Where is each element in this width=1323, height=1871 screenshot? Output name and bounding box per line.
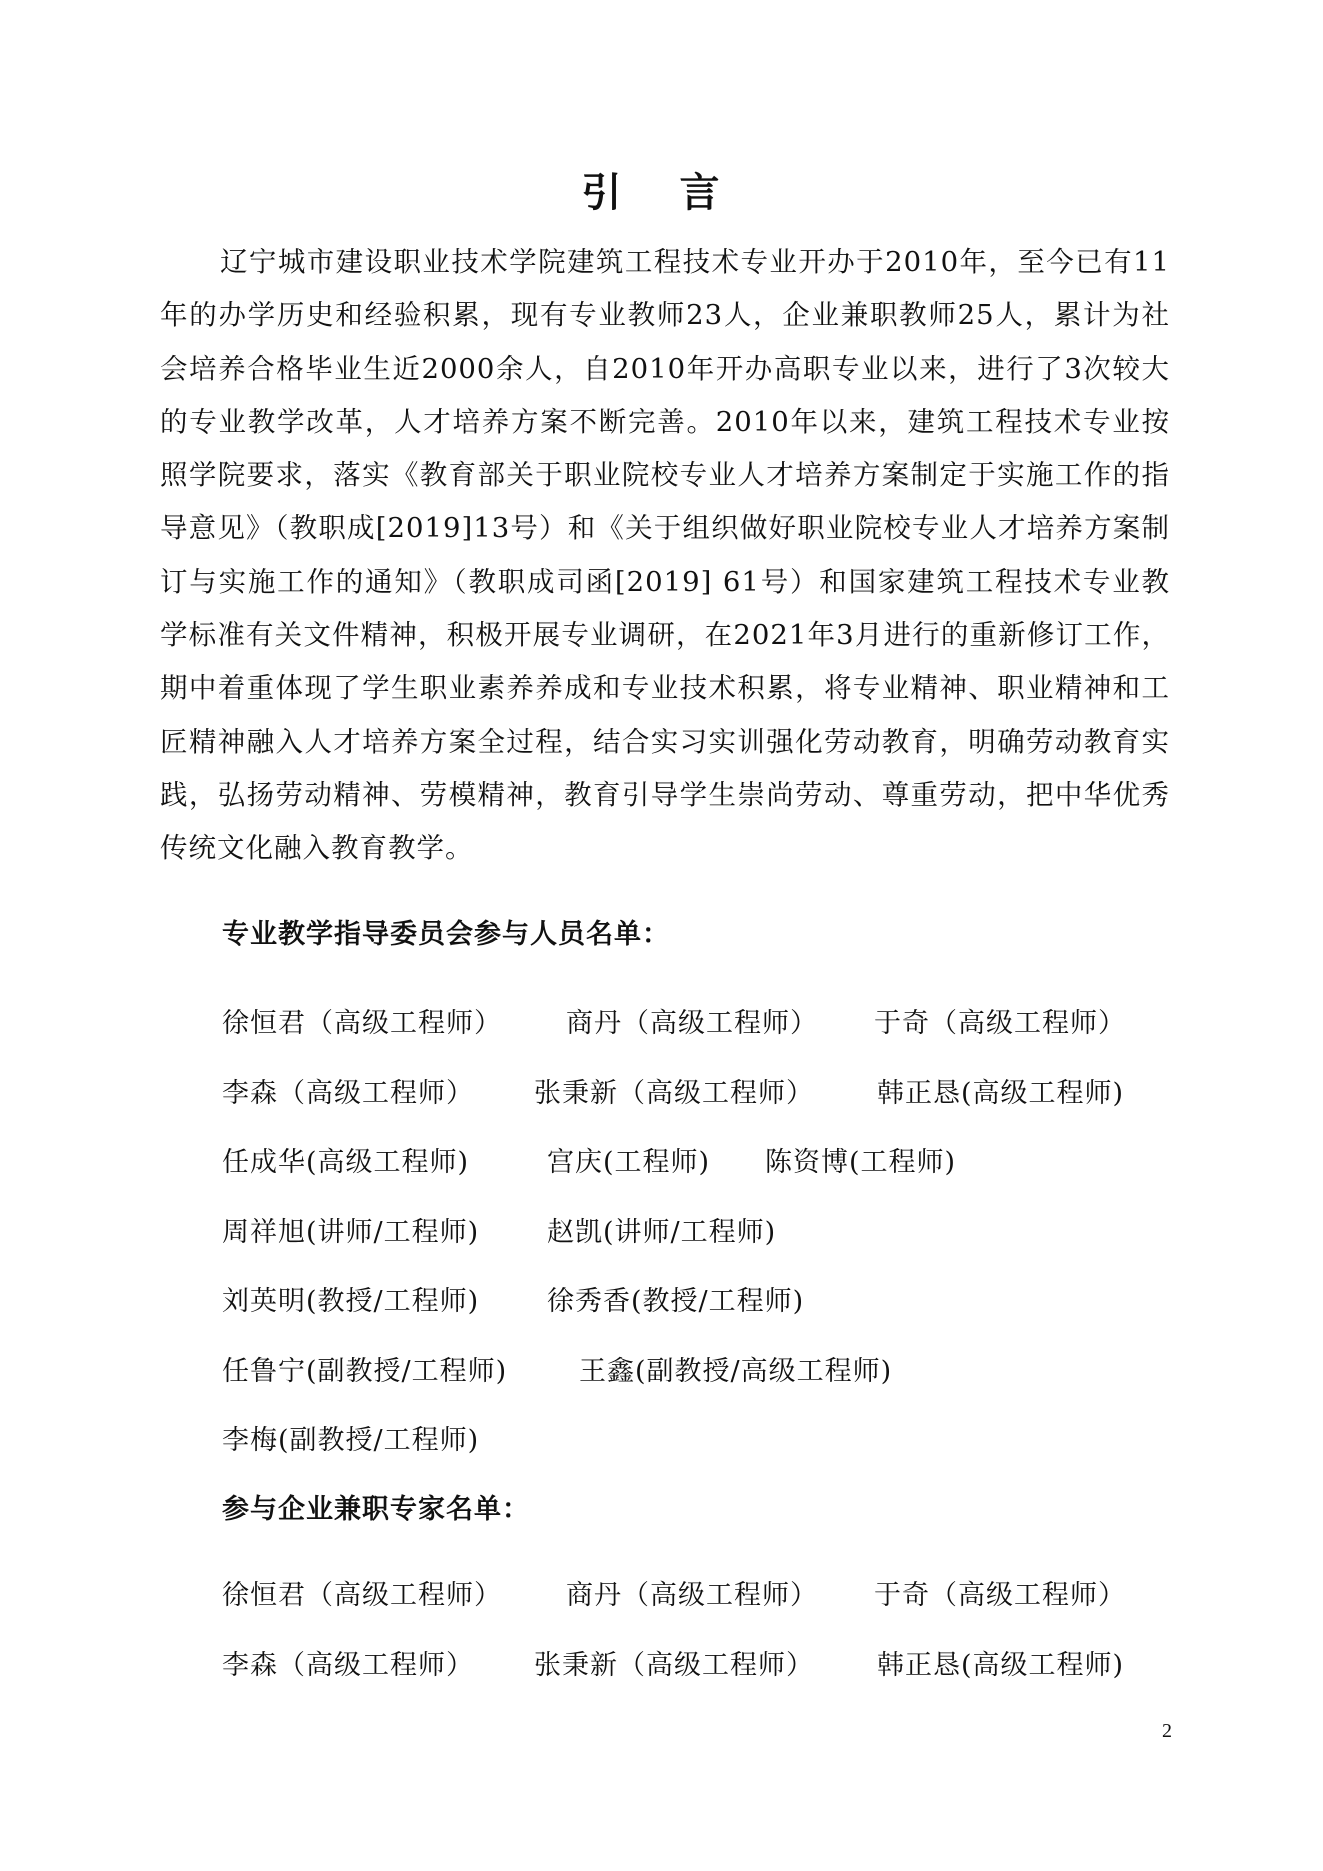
expert-member: 徐恒君（高级工程师） — [222, 1580, 502, 1611]
page-title: 引 言 — [581, 170, 742, 216]
experts-heading: 参与企业兼职专家名单： — [222, 1494, 530, 1525]
committee-member: 宫庆(工程师) — [547, 1147, 711, 1178]
committee-member: 徐秀香(教授/工程师) — [547, 1286, 805, 1317]
expert-member: 商丹（高级工程师） — [566, 1580, 818, 1611]
expert-member: 韩正恳(高级工程师) — [877, 1649, 1125, 1681]
committee-row — [222, 1421, 1182, 1491]
expert-row — [222, 1576, 1182, 1646]
committee-member: 李梅(副教授/工程师) — [222, 1425, 480, 1456]
committee-member: 刘英明(教授/工程师) — [222, 1286, 480, 1317]
committee-member: 商丹（高级工程师） — [566, 1008, 818, 1039]
committee-member: 韩正恳(高级工程师) — [877, 1077, 1125, 1109]
intro-paragraph: 辽宁城市建设职业技术学院建筑工程技术专业开办于2010年，至今已有11年的办学历史和经验积累，现有专业教师23人，企业兼职教师25人，累计为社会培养合格毕业生近2000余人，自2010年开办高职专业以来，进行了3次较大的专业教学改革，人才培养方案不断完善。2010年以来，建筑工程技术专业按照学院要求，落实《教育部关于职业院校专业人才培养方案制定于实施工作的指导意见》（教职成[2019]13号）和《关于组织做好职业院校专业人才培养方案制订与实施工作的通知》（教职成司函[2019] 61号）和国家建筑工程技术专业教学标准有关文件精神，积极开展专业调研，在2021年3月进行的重新修订工作，期中着重体现了学生职业素养养成和专业技术积累，将专业精神、职业精神和工匠精神融入人才培养方案全过程，结合实习实训强化劳动教育，明确劳动教育实践，弘扬劳动精神、劳模精神，教育引导学生崇尚劳动、尊重劳动，把中华优秀传统文化融入教育教学。 — [160, 246, 1170, 865]
committee-member: 王鑫(副教授/高级工程师) — [579, 1355, 893, 1387]
expert-row — [222, 1646, 1182, 1716]
page-number: 2 — [1162, 1720, 1172, 1742]
committee-member: 于奇（高级工程师） — [874, 1008, 1126, 1039]
committee-member: 陈资博(工程师) — [765, 1147, 957, 1178]
committee-member: 张秉新（高级工程师） — [534, 1077, 814, 1109]
committee-member: 任鲁宁(副教授/工程师) — [222, 1355, 508, 1387]
committee-member: 赵凯(讲师/工程师) — [547, 1216, 777, 1248]
committee-row — [222, 1213, 1182, 1283]
committee-member-list — [222, 1004, 1182, 1491]
committee-member: 周祥旭(讲师/工程师) — [222, 1216, 480, 1248]
committee-row — [222, 1074, 1182, 1144]
committee-row — [222, 1143, 1182, 1213]
committee-row — [222, 1282, 1182, 1352]
committee-row — [222, 1004, 1182, 1074]
committee-member: 任成华(高级工程师) — [222, 1147, 470, 1178]
expert-member: 李森（高级工程师） — [222, 1649, 474, 1681]
expert-member: 于奇（高级工程师） — [874, 1580, 1126, 1611]
expert-member: 张秉新（高级工程师） — [534, 1649, 814, 1681]
committee-row — [222, 1352, 1182, 1422]
committee-member: 徐恒君（高级工程师） — [222, 1008, 502, 1039]
experts-member-list — [222, 1576, 1182, 1715]
committee-heading: 专业教学指导委员会参与人员名单： — [222, 919, 670, 950]
committee-member: 李森（高级工程师） — [222, 1077, 474, 1109]
